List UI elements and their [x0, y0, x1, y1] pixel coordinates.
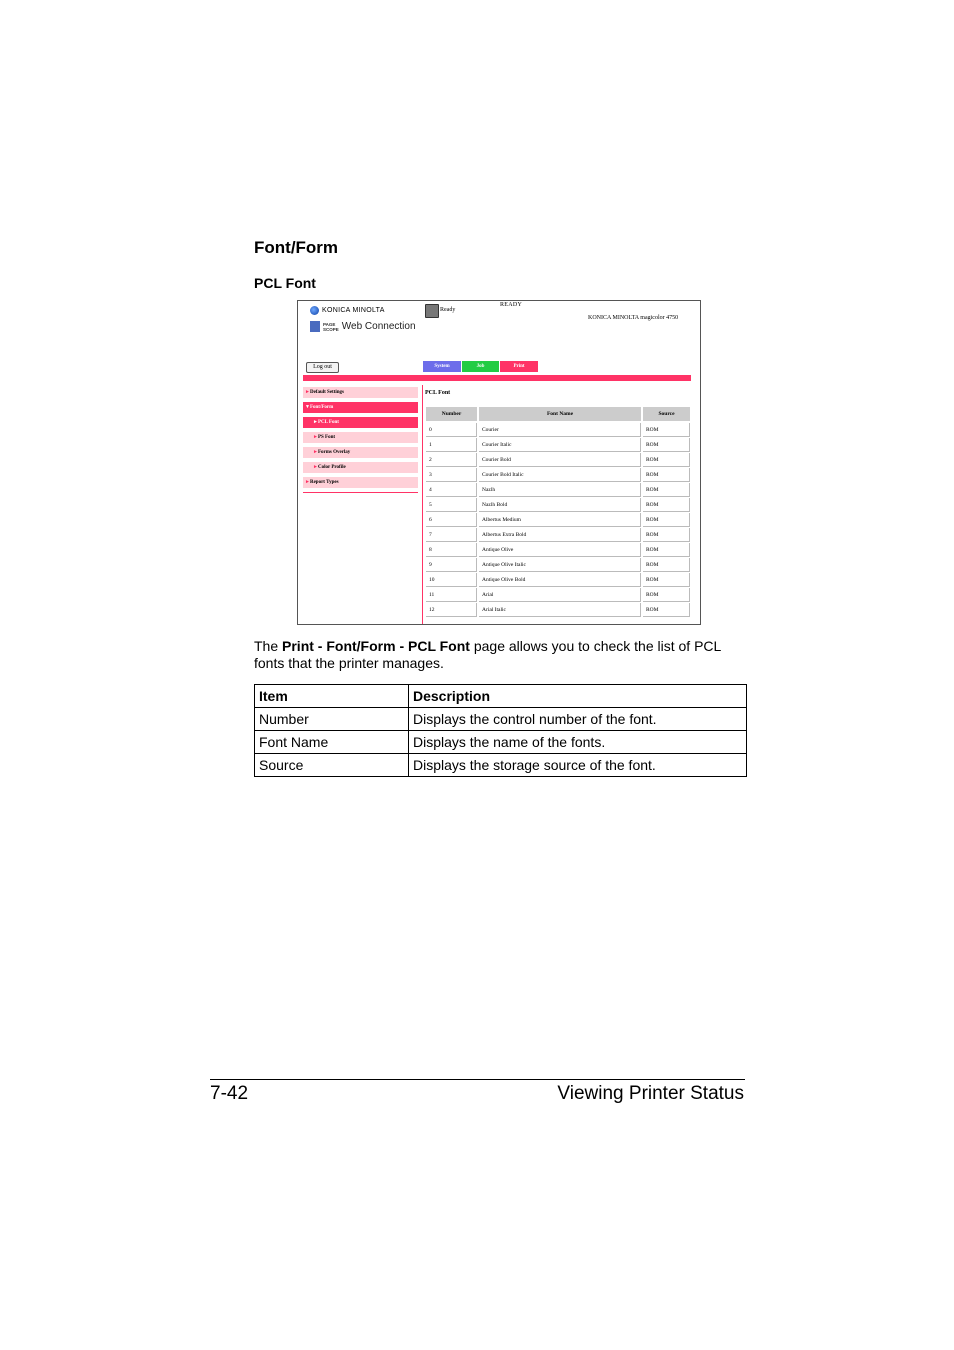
- status-small: Ready: [440, 307, 456, 313]
- konica-logo: [310, 306, 385, 315]
- font-table-cell: 4: [426, 483, 477, 497]
- font-table-cell: ROM: [643, 453, 690, 467]
- table-cell: Displays the storage source of the font.: [409, 754, 747, 777]
- font-table-cell: ROM: [643, 513, 690, 527]
- font-table-cell: Antique Olive Bold: [479, 573, 641, 587]
- font-table-cell: Courier Italic: [479, 438, 641, 452]
- font-table-cell: ROM: [643, 483, 690, 497]
- table-cell: Source: [255, 754, 409, 777]
- sidebar-item-font-form[interactable]: ▼Font/Form: [303, 402, 418, 413]
- font-table-cell: Antique Olive Italic: [479, 558, 641, 572]
- tab-job[interactable]: Job: [462, 361, 499, 372]
- table-header-row: [255, 685, 747, 708]
- status-display: READY: [500, 302, 523, 308]
- font-table-cell: ROM: [643, 468, 690, 482]
- page-number: 7-42: [210, 1083, 249, 1104]
- font-table-cell: 12: [426, 603, 477, 617]
- column-header-number: Number: [426, 407, 477, 421]
- sidebar-item-color-profile[interactable]: ►Color Profile: [303, 462, 418, 473]
- model-name: KONICA MINOLTA magicolor 4750: [588, 315, 679, 321]
- header-description: Description: [409, 685, 747, 708]
- header-bar: [303, 375, 691, 381]
- font-table-cell: ROM: [643, 603, 690, 617]
- table-cell: Font Name: [255, 731, 409, 754]
- tab-system[interactable]: System: [423, 361, 461, 372]
- sidebar-divider: [303, 492, 418, 493]
- font-table-cell: Albertus Medium: [479, 513, 641, 527]
- table-row: [255, 708, 747, 731]
- sidebar-item-report-types[interactable]: ►Report Types: [303, 477, 418, 488]
- font-table-cell: 11: [426, 588, 477, 602]
- description-table: [254, 684, 747, 777]
- sidebar-item-pcl-font[interactable]: ►PCL Font: [303, 417, 418, 428]
- screenshot-figure: [297, 300, 701, 625]
- font-table-cell: ROM: [643, 438, 690, 452]
- font-table-cell: 10: [426, 573, 477, 587]
- pagescope-logo: [310, 321, 416, 332]
- font-table-cell: Arial: [479, 588, 641, 602]
- font-table-cell: ROM: [643, 543, 690, 557]
- font-table-cell: 1: [426, 438, 477, 452]
- pagescope-text: PAGE SCOPE: [323, 321, 339, 332]
- font-table-cell: 0: [426, 423, 477, 437]
- font-table-cell: Nazlh Bold: [479, 498, 641, 512]
- font-table-cell: ROM: [643, 498, 690, 512]
- table-cell: Displays the name of the fonts.: [409, 731, 747, 754]
- printer-icon: [425, 304, 439, 318]
- font-table-cell: ROM: [643, 588, 690, 602]
- table-row: [255, 731, 747, 754]
- font-table-cell: ROM: [643, 423, 690, 437]
- footer-rule: [210, 1079, 745, 1080]
- table-cell: Displays the control number of the font.: [409, 708, 747, 731]
- font-table-cell: 2: [426, 453, 477, 467]
- font-table-cell: Arial Italic: [479, 603, 641, 617]
- font-table-cell: Courier Bold: [479, 453, 641, 467]
- body-paragraph: The Print - Font/Form - PCL Font page allows you to check the list of PCL fonts that the printer manages.: [254, 638, 721, 671]
- web-connection-text: Web Connection: [341, 321, 416, 332]
- font-table-cell: Courier: [479, 423, 641, 437]
- font-table-cell: Nazlh: [479, 483, 641, 497]
- font-table-cell: ROM: [643, 573, 690, 587]
- chapter-title: Viewing Printer Status: [557, 1083, 744, 1104]
- brand-name: KONICA MINOLTA: [322, 307, 385, 314]
- content-title: PCL Font: [425, 390, 451, 396]
- font-table-cell: 8: [426, 543, 477, 557]
- sub-title: PCL Font: [254, 275, 316, 291]
- logout-button[interactable]: Log out: [306, 362, 339, 373]
- sidebar-item-forms-overlay[interactable]: ►Forms Overlay: [303, 447, 418, 458]
- font-table-cell: ROM: [643, 528, 690, 542]
- tab-print[interactable]: Print: [500, 361, 538, 372]
- column-header-font-name: Font Name: [479, 407, 641, 421]
- font-table-cell: ROM: [643, 558, 690, 572]
- font-table-cell: 9: [426, 558, 477, 572]
- content-divider: [422, 385, 423, 625]
- table-cell: Number: [255, 708, 409, 731]
- font-table-cell: Antique Olive: [479, 543, 641, 557]
- font-table-cell: Albertus Extra Bold: [479, 528, 641, 542]
- globe-icon: [310, 306, 319, 315]
- font-table-cell: 3: [426, 468, 477, 482]
- column-header-source: Source: [643, 407, 690, 421]
- font-table-cell: 5: [426, 498, 477, 512]
- font-table-cell: 6: [426, 513, 477, 527]
- sidebar-item-ps-font[interactable]: ►PS Font: [303, 432, 418, 443]
- header-item: Item: [255, 685, 409, 708]
- section-title: Font/Form: [254, 238, 339, 257]
- table-row: [255, 754, 747, 777]
- pagescope-icon: [310, 321, 320, 332]
- font-table-cell: Courier Bold Italic: [479, 468, 641, 482]
- sidebar-item-default-settings[interactable]: ►Default Settings: [303, 387, 418, 398]
- font-table-cell: 7: [426, 528, 477, 542]
